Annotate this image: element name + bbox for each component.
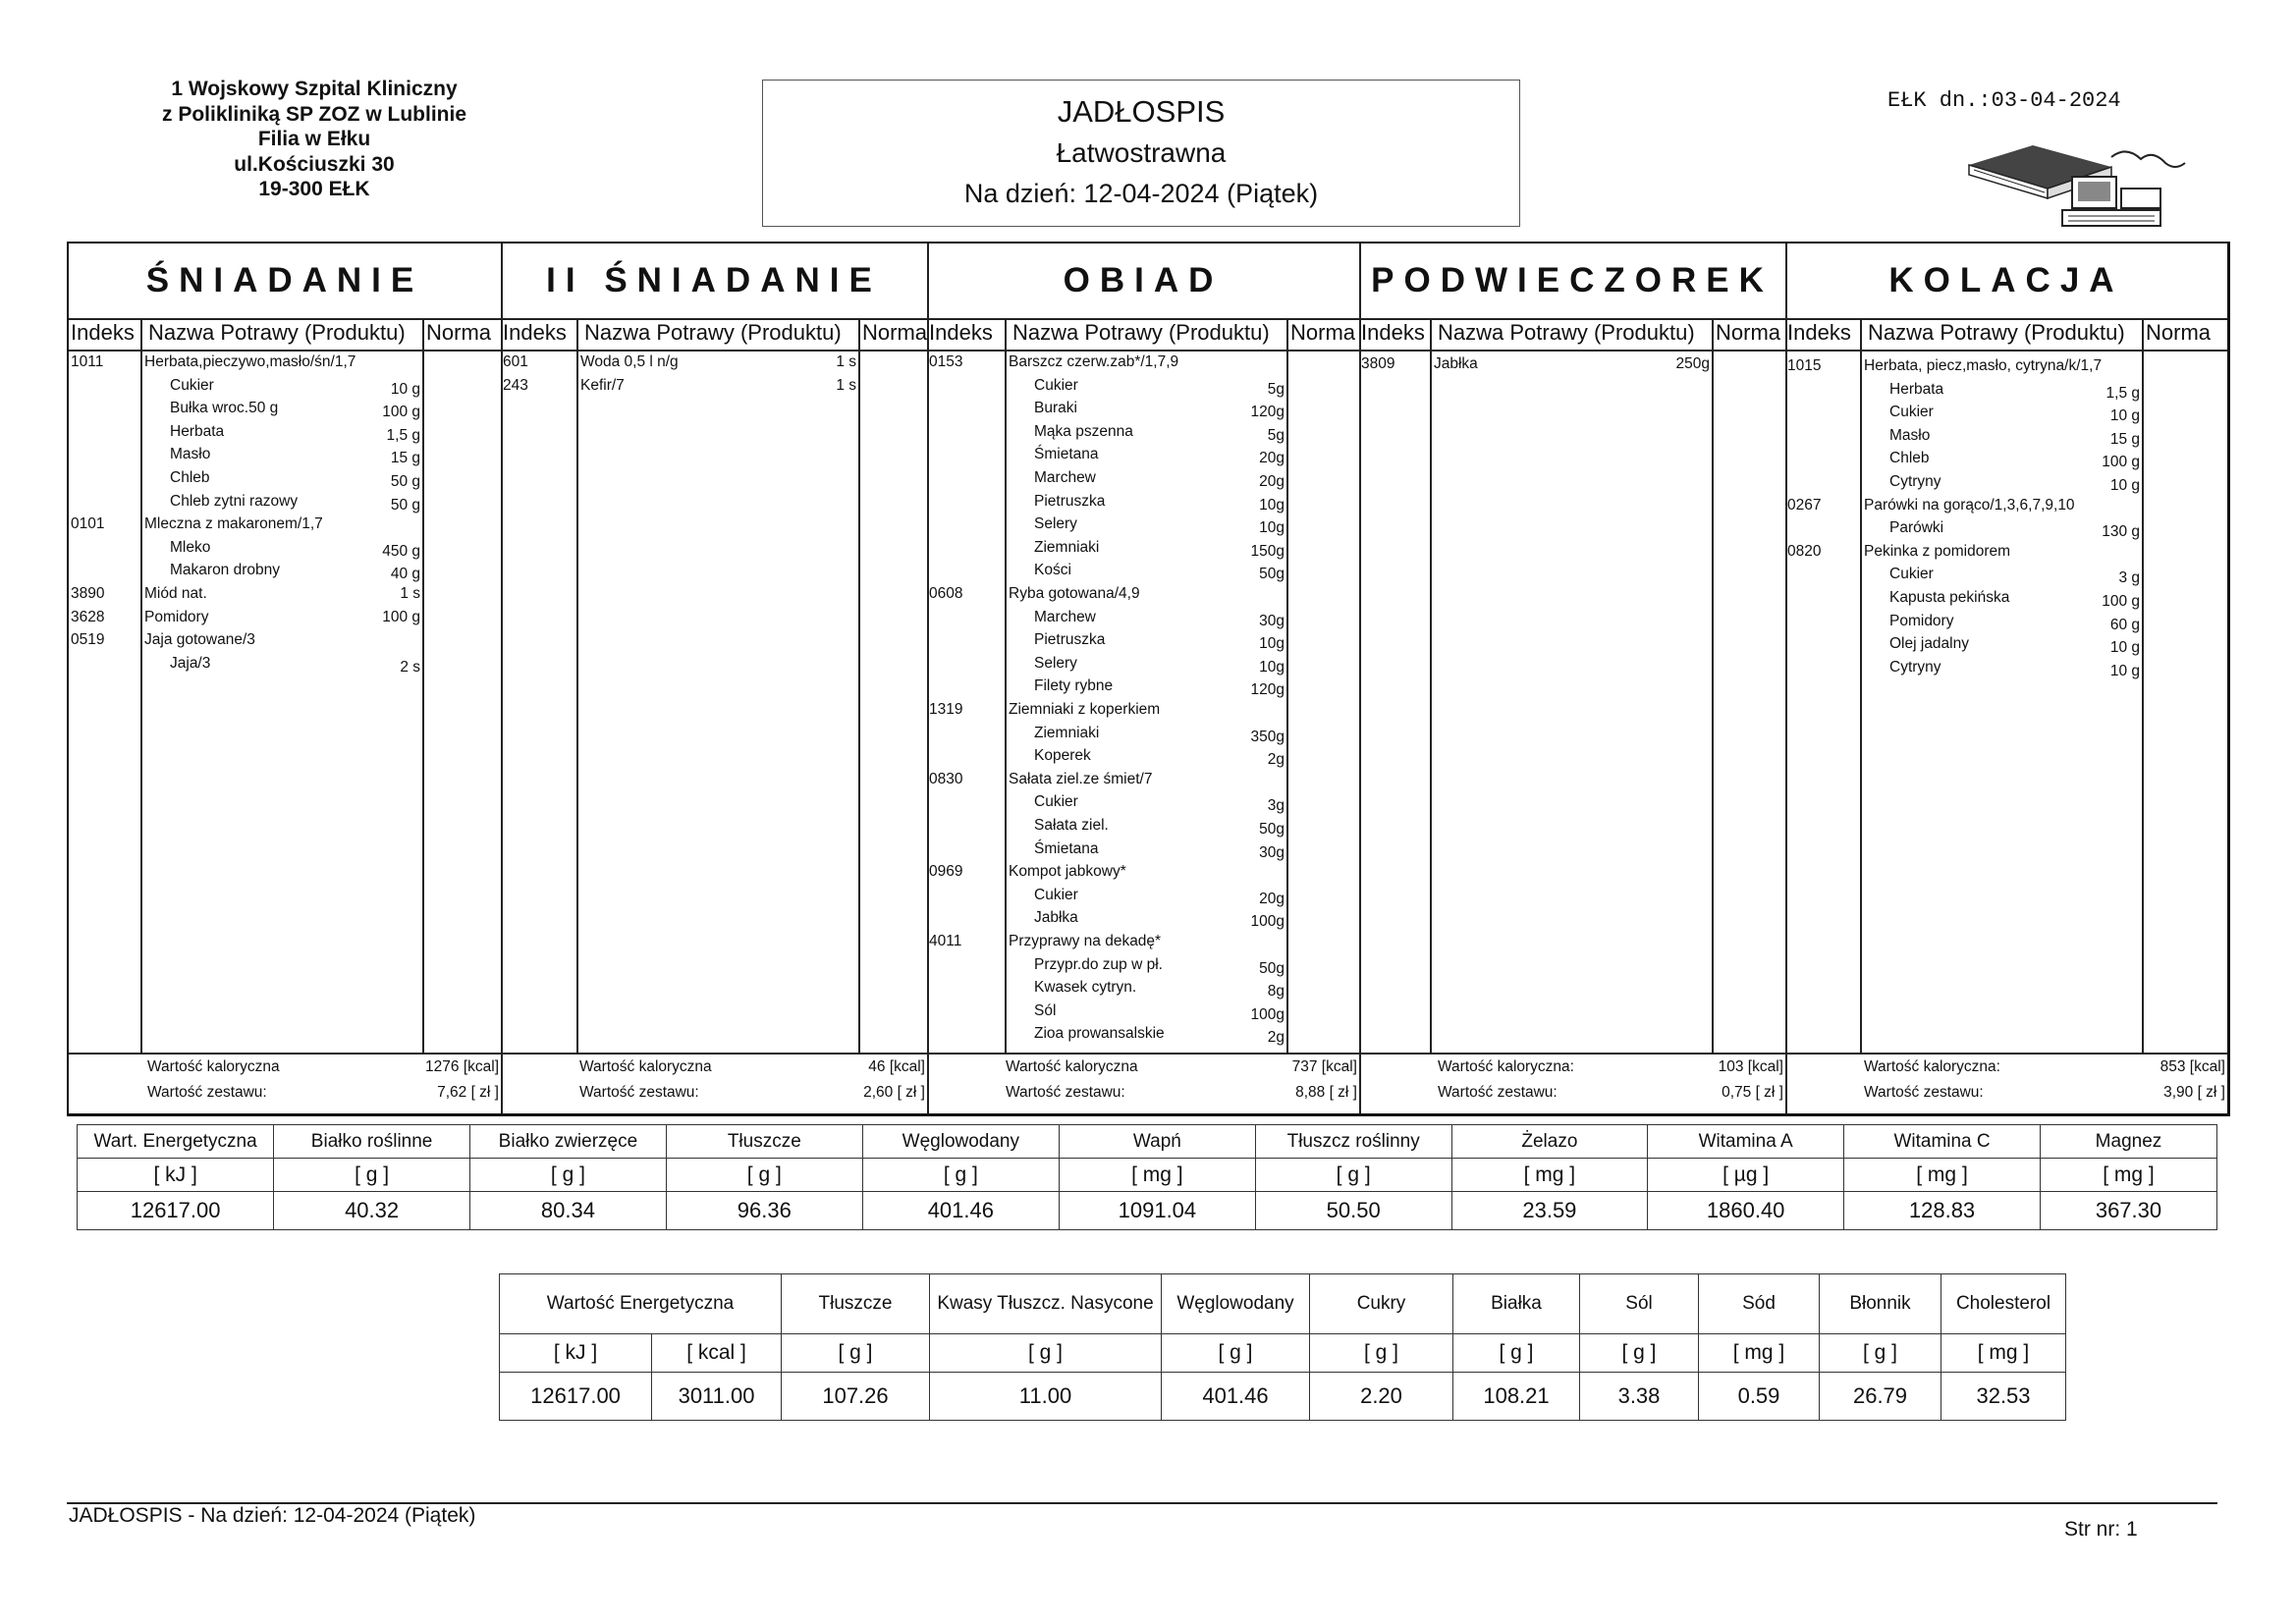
portion-norm: 30g <box>1259 612 1285 629</box>
nutrient-unit: [ mg ] <box>2040 1159 2216 1192</box>
dish-name: Woda 0,5 l n/g <box>580 353 679 370</box>
label-nutrient-value: 0.59 <box>1699 1373 1820 1421</box>
portion-norm: 10 g <box>2109 477 2140 494</box>
ingredient-name: Chleb <box>170 469 210 486</box>
calorie-label: Wartość kaloryczna: <box>1438 1058 1574 1075</box>
ingredient-name: Cytryny <box>1889 473 1941 490</box>
ingredient-name: Herbata <box>170 422 225 440</box>
portion-norm: 20g <box>1259 473 1285 490</box>
nutrient-value: 128.83 <box>1844 1192 2041 1230</box>
nutrient-name: Tłuszcze <box>666 1125 862 1159</box>
dish-index: 3628 <box>71 608 105 625</box>
ingredient-name: Koperek <box>1034 747 1091 765</box>
dish-name: Herbata,pieczywo,masło/śn/1,7 <box>144 353 356 370</box>
ingredient-name: Kapusta pekińska <box>1889 589 2010 606</box>
calorie-label: Wartość kaloryczna <box>1006 1058 1138 1075</box>
label-nutrient-value: 3.38 <box>1580 1373 1699 1421</box>
diet-name: Łatwostrawna <box>1056 137 1227 168</box>
column-separator <box>422 318 424 1053</box>
column-separator <box>1712 318 1714 1053</box>
dish-name: Kompot jabkowy* <box>1009 863 1126 881</box>
issue-date: EŁK dn.:03-04-2024 <box>1887 88 2121 113</box>
footer-divider-line <box>69 1053 2227 1055</box>
meal-header: OBIAD <box>1063 261 1224 299</box>
nutrient-unit: [ g ] <box>274 1159 470 1192</box>
nutrient-value: 96.36 <box>666 1192 862 1230</box>
ingredient-name: Ziemniaki <box>1034 724 1100 741</box>
hospital-street-line: ul.Kościuszki 30 <box>234 152 395 176</box>
portion-norm: 100g <box>1250 1005 1285 1023</box>
ingredient-name: Cukier <box>1034 793 1078 811</box>
column-separator <box>1430 318 1432 1053</box>
portion-norm: 10g <box>1259 635 1285 653</box>
column-header-name: Nazwa Potrawy (Produktu) <box>148 320 406 345</box>
energy-value-kcal: 3011.00 <box>652 1373 782 1421</box>
column-header-index: Indeks <box>1787 320 1851 345</box>
label-nutrient-unit: [ g ] <box>1820 1334 1941 1373</box>
label-nutrient-name: Sól <box>1580 1274 1699 1334</box>
ingredient-name: Pomidory <box>1889 612 1954 629</box>
nutrient-value: 1860.40 <box>1648 1192 1844 1230</box>
label-nutrient-unit: [ mg ] <box>1699 1334 1820 1373</box>
ingredient-name: Sól <box>1034 1001 1057 1019</box>
portion-norm: 100 g <box>2102 454 2140 471</box>
nutrient-unit: [ g ] <box>862 1159 1059 1192</box>
portion-norm: 130 g <box>2102 523 2140 541</box>
ingredient-name: Mleko <box>170 538 211 556</box>
dish-name: Pomidory <box>144 608 209 625</box>
dish-name: Pekinka z pomidorem <box>1864 542 2011 560</box>
column-header-divider <box>69 350 2227 352</box>
dish-name: Parówki na gorąco/1,3,6,7,9,10 <box>1864 496 2075 514</box>
calorie-value: 853 [kcal] <box>2159 1058 2225 1075</box>
portion-norm: 50g <box>1259 821 1285 838</box>
nutrition-summary-table <box>77 1124 2217 1230</box>
dish-name: Jabłka <box>1434 355 1478 372</box>
ingredient-name: Cukier <box>1889 566 1934 583</box>
nutrient-unit: [ kJ ] <box>78 1159 274 1192</box>
dish-index: 1319 <box>929 701 963 718</box>
cost-label: Wartość zestawu: <box>1438 1084 1558 1101</box>
nutrient-name: Wapń <box>1059 1125 1255 1159</box>
dish-index: 0519 <box>71 631 105 649</box>
nutrient-name: Żelazo <box>1451 1125 1648 1159</box>
cost-value: 7,62 [ zł ] <box>437 1084 499 1101</box>
ingredient-name: Kwasek cytryn. <box>1034 979 1137 997</box>
hospital-branch-line: Filia w Ełku <box>257 128 371 150</box>
portion-norm: 50 g <box>390 496 420 514</box>
ingredient-name: Cukier <box>1889 404 1934 421</box>
label-nutrient-value: 107.26 <box>782 1373 930 1421</box>
ingredient-name: Masło <box>1889 426 1931 444</box>
dish-index: 601 <box>503 353 528 370</box>
nutrient-value: 50.50 <box>1255 1192 1451 1230</box>
portion-norm: 50g <box>1259 959 1285 977</box>
dish-index: 0608 <box>929 585 963 602</box>
meal-header: KOLACJA <box>1888 261 2124 299</box>
portion-norm: 100 g <box>2102 593 2140 610</box>
column-separator <box>140 318 142 1053</box>
calorie-label: Wartość kaloryczna <box>147 1058 280 1075</box>
label-nutrient-name: Cukry <box>1310 1274 1453 1334</box>
computer-books-icon <box>1964 137 2190 236</box>
energy-unit-kcal: [ kcal ] <box>652 1334 782 1373</box>
label-nutrient-unit: [ g ] <box>1453 1334 1580 1373</box>
cost-value: 2,60 [ zł ] <box>863 1084 925 1101</box>
calorie-value: 1276 [kcal] <box>425 1058 499 1075</box>
dish-index: 1015 <box>1787 357 1822 374</box>
dish-index: 0820 <box>1787 542 1822 560</box>
dish-index: 0101 <box>71 515 105 533</box>
nutrient-name: Węglowodany <box>862 1125 1059 1159</box>
label-nutrient-name: Tłuszcze <box>782 1274 930 1334</box>
portion-norm: 20g <box>1259 450 1285 467</box>
hospital-name-line: 1 Wojskowy Szpital Kliniczny <box>171 78 458 100</box>
label-nutrient-unit: [ mg ] <box>1941 1334 2066 1373</box>
column-header-norm: Norma <box>2146 320 2212 345</box>
nutrient-value: 367.30 <box>2040 1192 2216 1230</box>
label-nutrient-value: 2.20 <box>1310 1373 1453 1421</box>
dish-name: Barszcz czerw.zab*/1,7,9 <box>1009 353 1179 370</box>
column-header-index: Indeks <box>503 320 567 345</box>
calorie-label: Wartość kaloryczna: <box>1864 1058 2000 1075</box>
portion-norm: 10 g <box>390 380 420 398</box>
portion-norm: 10g <box>1259 658 1285 676</box>
label-nutrient-value: 108.21 <box>1453 1373 1580 1421</box>
column-header-norm: Norma <box>1716 320 1781 345</box>
column-header-name: Nazwa Potrawy (Produktu) <box>1868 320 2125 345</box>
column-separator <box>858 318 860 1053</box>
column-header-name: Nazwa Potrawy (Produktu) <box>584 320 842 345</box>
dish-name: Kefir/7 <box>580 376 625 394</box>
ingredient-name: Olej jadalny <box>1889 635 1969 653</box>
nutrient-unit: [ mg ] <box>1451 1159 1648 1192</box>
portion-norm: 100g <box>1250 913 1285 931</box>
portion-norm: 2 s <box>400 658 420 676</box>
page-number: Str nr: 1 <box>2064 1518 2138 1541</box>
portion-norm: 8g <box>1267 983 1285 1001</box>
hospital-parent-line: z Polikliniką SP ZOZ w Lublinie <box>162 102 466 126</box>
nutrient-value: 40.32 <box>274 1192 470 1230</box>
portion-norm: 1 s <box>836 376 856 394</box>
title-box <box>762 80 1520 227</box>
portion-norm: 20g <box>1259 890 1285 907</box>
cost-label: Wartość zestawu: <box>1864 1084 1984 1101</box>
label-nutrient-name: Błonnik <box>1820 1274 1941 1334</box>
dish-index: 0830 <box>929 770 963 787</box>
nutrient-unit: [ g ] <box>1255 1159 1451 1192</box>
column-separator <box>2142 318 2144 1053</box>
column-header-norm: Norma <box>426 320 492 345</box>
portion-norm: 60 g <box>2109 616 2140 633</box>
cost-value: 8,88 [ zł ] <box>1295 1084 1357 1101</box>
label-nutrient-unit: [ g ] <box>1310 1334 1453 1373</box>
hospital-city-line: 19-300 EŁK <box>258 178 370 200</box>
cost-value: 0,75 [ zł ] <box>1722 1084 1783 1101</box>
dish-index: 4011 <box>929 933 962 949</box>
dish-index: 0267 <box>1787 496 1822 514</box>
portion-norm: 2g <box>1267 751 1285 769</box>
nutrition-label-table <box>499 1273 2066 1421</box>
portion-norm: 10g <box>1259 496 1285 514</box>
section-separator <box>501 243 503 1113</box>
nutrient-value: 401.46 <box>862 1192 1059 1230</box>
dish-name: Herbata, piecz,masło, cytryna/k/1,7 <box>1864 357 2103 374</box>
portion-norm: 450 g <box>382 542 420 560</box>
dish-name: Przyprawy na dekadę* <box>1009 933 1162 949</box>
portion-norm: 150g <box>1250 542 1285 560</box>
ingredient-name: Selery <box>1034 515 1077 533</box>
portion-norm: 15 g <box>390 450 420 467</box>
section-separator <box>1359 243 1361 1113</box>
ingredient-name: Śmietana <box>1034 839 1099 857</box>
label-nutrient-name: Kwasy Tłuszcz. Nasycone <box>930 1274 1162 1334</box>
column-separator <box>576 318 578 1053</box>
ingredient-name: Kości <box>1034 562 1071 579</box>
ingredient-name: Zioa prowansalskie <box>1034 1025 1165 1043</box>
portion-norm: 1,5 g <box>2105 384 2140 402</box>
portion-norm: 100 g <box>382 404 420 421</box>
column-separator <box>1860 318 1862 1053</box>
dish-index: 1011 <box>71 353 104 370</box>
calorie-label: Wartość kaloryczna <box>579 1058 712 1075</box>
section-separator <box>927 243 929 1113</box>
label-nutrient-name: Sód <box>1699 1274 1820 1334</box>
nutrient-name: Tłuszcz roślinny <box>1255 1125 1451 1159</box>
meal-header: ŚNIADANIE <box>145 261 424 299</box>
calorie-value: 46 [kcal] <box>868 1058 925 1075</box>
ingredient-name: Buraki <box>1034 400 1077 417</box>
nutrient-value: 12617.00 <box>78 1192 274 1230</box>
portion-norm: 350g <box>1250 728 1285 745</box>
portion-norm: 40 g <box>390 566 420 583</box>
label-nutrient-name: Białka <box>1453 1274 1580 1334</box>
hospital-address <box>118 77 511 202</box>
cost-label: Wartość zestawu: <box>579 1084 699 1101</box>
ingredient-name: Przypr.do zup w pł. <box>1034 955 1163 973</box>
meal-header: II ŚNIADANIE <box>546 261 882 299</box>
ingredient-name: Selery <box>1034 654 1077 672</box>
cost-label: Wartość zestawu: <box>147 1084 267 1101</box>
footer-text: JADŁOSPIS - Na dzień: 12-04-2024 (Piątek) <box>69 1504 476 1527</box>
ingredient-name: Jaja/3 <box>170 654 211 672</box>
label-nutrient-value: 401.46 <box>1162 1373 1310 1421</box>
portion-norm: 5g <box>1267 426 1285 444</box>
portion-norm: 250g <box>1675 355 1710 372</box>
nutrient-name: Witamina A <box>1648 1125 1844 1159</box>
portion-norm: 120g <box>1250 404 1285 421</box>
nutrient-name: Białko zwierzęce <box>469 1125 666 1159</box>
ingredient-name: Chleb zytni razowy <box>170 492 299 510</box>
portion-norm: 10g <box>1259 519 1285 537</box>
ingredient-name: Herbata <box>1889 380 1944 398</box>
ingredient-name: Masło <box>170 446 211 463</box>
label-nutrient-name: Węglowodany <box>1162 1274 1310 1334</box>
ingredient-name: Bułka wroc.50 g <box>170 400 279 417</box>
ingredient-name: Pietruszka <box>1034 492 1106 510</box>
meal-header: PODWIECZOREK <box>1371 261 1774 299</box>
label-nutrient-name: Cholesterol <box>1941 1274 2066 1334</box>
column-header-name: Nazwa Potrawy (Produktu) <box>1438 320 1695 345</box>
dish-name: Sałata ziel.ze śmiet/7 <box>1009 770 1153 787</box>
label-nutrient-value: 26.79 <box>1820 1373 1941 1421</box>
label-nutrient-value: 32.53 <box>1941 1373 2066 1421</box>
portion-norm: 1 s <box>400 585 420 602</box>
column-separator <box>1005 318 1007 1053</box>
column-header-norm: Norma <box>1290 320 1356 345</box>
ingredient-name: Cytryny <box>1889 658 1941 676</box>
ingredient-name: Chleb <box>1889 450 1930 467</box>
portion-norm: 5g <box>1267 380 1285 398</box>
nutrient-unit: [ g ] <box>469 1159 666 1192</box>
portion-norm: 1 s <box>836 353 856 370</box>
portion-norm: 1,5 g <box>386 426 420 444</box>
ingredient-name: Filety rybne <box>1034 677 1114 695</box>
calorie-value: 103 [kcal] <box>1718 1058 1783 1075</box>
ingredient-name: Sałata ziel. <box>1034 817 1109 834</box>
energy-unit-kj: [ kJ ] <box>500 1334 652 1373</box>
energy-value-kj: 12617.00 <box>500 1373 652 1421</box>
cost-label: Wartość zestawu: <box>1006 1084 1125 1101</box>
nutrient-name: Wart. Energetyczna <box>78 1125 274 1159</box>
label-nutrient-unit: [ g ] <box>930 1334 1162 1373</box>
label-nutrient-unit: [ g ] <box>782 1334 930 1373</box>
ingredient-name: Cukier <box>1034 886 1078 903</box>
nutrient-name: Magnez <box>2040 1125 2216 1159</box>
dish-name: Jaja gotowane/3 <box>144 631 255 649</box>
dish-index: 0153 <box>929 353 963 370</box>
column-header-index: Indeks <box>1361 320 1425 345</box>
column-separator <box>1286 318 1288 1053</box>
portion-norm: 2g <box>1267 1029 1285 1047</box>
column-header-index: Indeks <box>71 320 135 345</box>
portion-norm: 100 g <box>382 608 420 625</box>
ingredient-name: Mąka pszenna <box>1034 422 1133 440</box>
column-header-name: Nazwa Potrawy (Produktu) <box>1012 320 1270 345</box>
nutrient-value: 1091.04 <box>1059 1192 1255 1230</box>
dish-name: Mleczna z makaronem/1,7 <box>144 515 323 533</box>
label-nutrient-unit: [ g ] <box>1162 1334 1310 1373</box>
nutrient-value: 23.59 <box>1451 1192 1648 1230</box>
meals-table <box>67 242 2230 1116</box>
nutrient-unit: [ µg ] <box>1648 1159 1844 1192</box>
portion-norm: 10 g <box>2109 662 2140 679</box>
cost-value: 3,90 [ zł ] <box>2163 1084 2225 1101</box>
dish-name: Miód nat. <box>144 585 207 602</box>
portion-norm: 10 g <box>2109 639 2140 657</box>
dish-name: Ziemniaki z koperkiem <box>1009 701 1161 718</box>
nutrient-name: Witamina C <box>1844 1125 2041 1159</box>
ingredient-name: Pietruszka <box>1034 631 1106 649</box>
nutrient-value: 80.34 <box>469 1192 666 1230</box>
portion-norm: 10 g <box>2109 407 2140 425</box>
nutrient-unit: [ mg ] <box>1059 1159 1255 1192</box>
ingredient-name: Marchew <box>1034 608 1096 625</box>
ingredient-name: Jabłka <box>1034 909 1078 927</box>
ingredient-name: Cukier <box>1034 376 1078 394</box>
document-title: JADŁOSPIS <box>1057 94 1226 129</box>
portion-norm: 3 g <box>2118 569 2140 587</box>
column-header-norm: Norma <box>862 320 928 345</box>
portion-norm: 30g <box>1259 843 1285 861</box>
portion-norm: 50 g <box>390 473 420 490</box>
dish-name: Ryba gotowana/4,9 <box>1009 585 1140 602</box>
portion-norm: 3g <box>1267 797 1285 815</box>
ingredient-name: Parówki <box>1889 519 1944 537</box>
ingredient-name: Cukier <box>170 376 214 394</box>
dish-index: 243 <box>503 376 528 394</box>
label-nutrient-unit: [ g ] <box>1580 1334 1699 1373</box>
calorie-value: 737 [kcal] <box>1291 1058 1357 1075</box>
nutrient-name: Białko roślinne <box>274 1125 470 1159</box>
dish-index: 0969 <box>929 863 963 881</box>
dish-index: 3809 <box>1361 355 1395 372</box>
ingredient-name: Marchew <box>1034 469 1096 486</box>
ingredient-name: Ziemniaki <box>1034 538 1100 556</box>
label-nutrient-value: 11.00 <box>930 1373 1162 1421</box>
ingredient-name: Śmietana <box>1034 446 1099 463</box>
portion-norm: 120g <box>1250 681 1285 699</box>
portion-norm: 50g <box>1259 566 1285 583</box>
menu-date: Na dzień: 12-04-2024 (Piątek) <box>963 179 1319 208</box>
dish-index: 3890 <box>71 585 105 602</box>
ingredient-name: Makaron drobny <box>170 562 281 579</box>
nutrient-unit: [ mg ] <box>1844 1159 2041 1192</box>
portion-norm: 15 g <box>2109 430 2140 448</box>
nutrient-unit: [ g ] <box>666 1159 862 1192</box>
column-header-index: Indeks <box>929 320 993 345</box>
energy-header: Wartość Energetyczna <box>500 1274 782 1334</box>
